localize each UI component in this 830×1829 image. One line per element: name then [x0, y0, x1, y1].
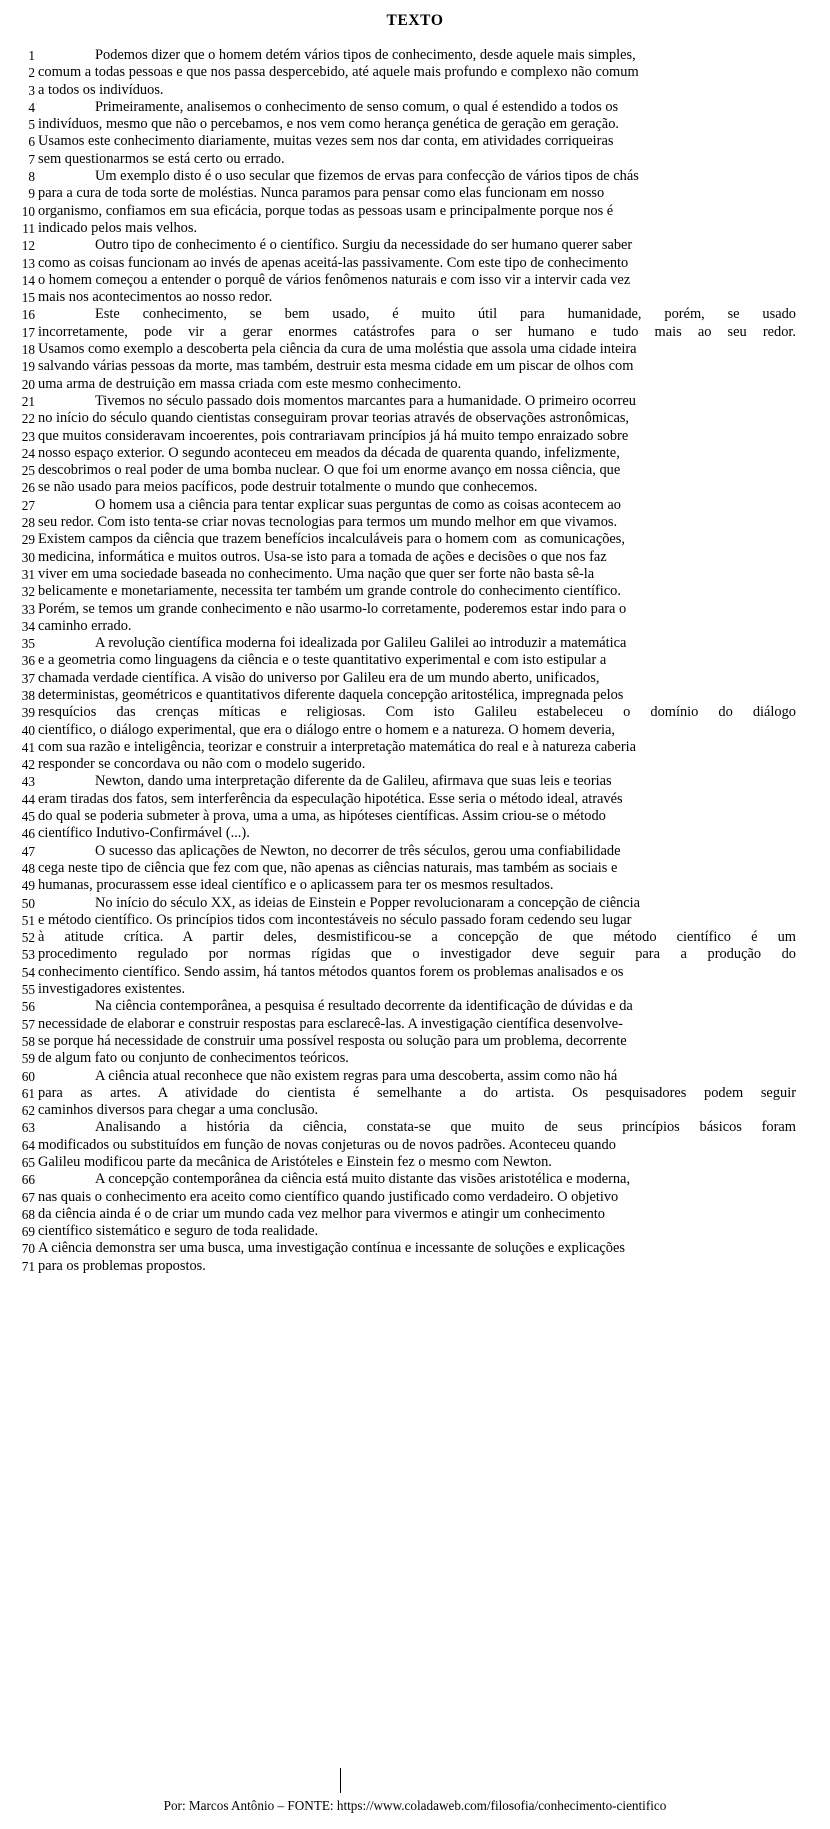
- text-line: [0, 773, 830, 790]
- text-line: [0, 393, 830, 410]
- line-number: 40: [21, 722, 35, 738]
- line-number: 29: [21, 532, 35, 548]
- line-number: 41: [21, 739, 35, 755]
- text-line: [0, 514, 830, 531]
- text-line: [0, 376, 830, 393]
- text-caret: [340, 1768, 341, 1793]
- line-text: chamada verdade científica. A visão do universo por Galileu era de um mundo aberto, unificados,: [38, 669, 600, 686]
- text-line: [0, 756, 830, 773]
- text-line: [0, 341, 830, 358]
- line-number: 27: [21, 497, 35, 513]
- text-line: [0, 445, 830, 462]
- line-text: A ciência demonstra ser uma busca, uma investigação contínua e incessante de soluções e explicações: [38, 1240, 625, 1257]
- line-text: científico Indutivo-Confirmável (...).: [38, 825, 250, 842]
- line-number: 6: [28, 134, 35, 150]
- text-line: [0, 791, 830, 808]
- line-text: de algum fato ou conjunto de conhecimentos teóricos.: [38, 1050, 349, 1067]
- line-text: viver em uma sociedade baseada no conhecimento. Uma nação que quer ser forte não basta sê-la: [38, 565, 595, 582]
- text-line: [0, 877, 830, 894]
- line-text: nas quais o conhecimento era aceito como científico quando justificado como verdadeiro. O objetivo: [38, 1188, 619, 1205]
- text-line: [0, 133, 830, 150]
- line-number: 65: [21, 1155, 35, 1170]
- line-text-content: Analisando a história da ciência, constata-se que muito de seus princípios básicos foram: [95, 1119, 796, 1136]
- line-text-content: Este conhecimento, se bem usado, é muito útil para humanidade, porém, se usado: [95, 306, 796, 323]
- line-text: modificados ou substituídos em função de novas conjeturas ou de novos padrões. Aconteceu quando: [38, 1136, 616, 1153]
- line-text: para a cura de toda sorte de moléstias. Nunca paramos para pensar como elas funcionam em nosso: [38, 185, 605, 202]
- line-number: 26: [21, 480, 35, 496]
- line-number: 69: [21, 1224, 35, 1240]
- line-text: necessidade de elaborar e construir respostas para esclarecê-las. A investigação científica desenvolve-: [38, 1015, 623, 1032]
- line-text: com sua razão e inteligência, teorizar e construir a interpretação matemática do real e à natureza caberia: [38, 738, 637, 755]
- footer-credit: Por: Marcos Antônio – FONTE: https://www.coladaweb.com/filosofia/conhecimento-cientifico: [163, 1798, 667, 1813]
- line-number: 13: [21, 255, 35, 271]
- text-line: [0, 410, 830, 427]
- line-number: 19: [21, 359, 35, 375]
- line-number: 58: [21, 1033, 35, 1049]
- text-line: [0, 739, 830, 756]
- text-line: [0, 1050, 830, 1067]
- line-text: cega neste tipo de ciência que fez com que, não apenas as ciências naturais, mas também as sociais e: [38, 859, 618, 876]
- line-text: à atitude crítica. A partir deles, desmistificou-se a concepção de que método científico é um: [38, 929, 796, 946]
- line-text: eram tiradas dos fatos, sem interferência da especulação hipotética. Esse seria o método ideal, através: [38, 790, 623, 807]
- line-text-content: Na ciência contemporânea, a pesquisa é resultado decorrente da identificação de dúvidas e da: [95, 998, 633, 1015]
- line-text-content: O sucesso das aplicações de Newton, no decorrer de três séculos, gerou uma confiabilidade: [95, 842, 621, 859]
- line-text: Porém, se temos um grande conhecimento e não usarmo-lo corretamente, poderemos estar indo para o: [38, 600, 627, 617]
- line-number: 55: [21, 982, 35, 998]
- line-number: 1: [28, 48, 35, 63]
- line-text: que muitos consideravam incoerentes, pois contrariavam princípios já há muito tempo enraizado sobre: [38, 427, 629, 444]
- line-number: 56: [21, 999, 35, 1015]
- line-text: salvando várias pessoas da morte, mas também, destruir esta mesma cidade em um piscar de olhos com: [38, 358, 634, 375]
- text-line: [0, 964, 830, 981]
- line-number: 46: [21, 826, 35, 842]
- text-line: [0, 1119, 830, 1136]
- line-text: Existem campos da ciência que trazem benefícios incalculáveis para o homem com as comunicações,: [38, 531, 625, 548]
- text-line: [0, 687, 830, 704]
- line-text: [38, 843, 796, 860]
- line-text: indivíduos, mesmo que não o percebamos, e nos vem como herança genética de geração em geração.: [38, 116, 619, 133]
- line-number: 12: [21, 238, 35, 254]
- line-number: 16: [21, 307, 35, 323]
- text-line: [0, 722, 830, 739]
- line-number: 44: [21, 791, 35, 807]
- line-text: [38, 1119, 796, 1136]
- line-text: belicamente e monetariamente, necessita ter também um grande controle do conhecimento científico.: [38, 583, 621, 600]
- text-line: [0, 203, 830, 220]
- text-line: [0, 306, 830, 323]
- line-number: 34: [21, 618, 35, 634]
- line-text: nosso espaço exterior. O segundo aconteceu em meados da década de quarenta quando, infelizmente,: [38, 444, 620, 461]
- line-text: investigadores existentes.: [38, 981, 186, 998]
- line-text: mais nos acontecimentos ao nosso redor.: [38, 289, 273, 306]
- text-line: [0, 324, 830, 341]
- line-text-content: A revolução científica moderna foi idealizada por Galileu Galilei ao introduzir a matemática: [95, 635, 627, 652]
- line-text: [38, 168, 796, 185]
- line-number: 51: [21, 912, 35, 928]
- line-text-content: Primeiramente, analisemos o conhecimento de senso comum, o qual é estendido a todos os: [95, 98, 619, 115]
- line-text: científico, o diálogo experimental, que era o diálogo entre o homem e a natureza. O homem deveria,: [38, 721, 615, 738]
- line-text-content: O homem usa a ciência para tentar explicar suas perguntas de como as coisas acontecem ao: [95, 496, 621, 513]
- line-number: 11: [22, 220, 35, 236]
- text-line: [0, 1102, 830, 1119]
- line-number: 53: [21, 947, 35, 963]
- text-line: [0, 1085, 830, 1102]
- line-text: comum a todas pessoas e que nos passa despercebido, até aquele mais profundo e complexo não comum: [38, 64, 639, 81]
- line-number: 57: [21, 1016, 35, 1032]
- line-number: 47: [21, 843, 35, 859]
- line-text: [38, 895, 796, 912]
- line-number: 63: [21, 1120, 35, 1136]
- line-number: 17: [21, 324, 35, 340]
- line-number: 37: [21, 670, 35, 686]
- line-number: 22: [21, 411, 35, 427]
- line-text: [38, 998, 796, 1015]
- text-line: [0, 912, 830, 929]
- line-number: 20: [21, 376, 35, 392]
- line-text: [38, 635, 796, 652]
- text-line: [0, 99, 830, 116]
- line-number: 2: [28, 65, 35, 81]
- line-text: indicado pelos mais velhos.: [38, 219, 198, 236]
- line-text: caminho errado.: [38, 617, 132, 634]
- line-number: 7: [28, 151, 35, 167]
- line-number: 10: [21, 203, 35, 219]
- text-line: [0, 981, 830, 998]
- text-line: [0, 843, 830, 860]
- text-line: [0, 652, 830, 669]
- line-text: e a geometria como linguagens da ciência e o teste quantitativo experimental e com isto estipular a: [38, 652, 607, 669]
- line-number: 64: [21, 1137, 35, 1153]
- line-text: se não usado para meios pacíficos, pode destruir totalmente o mundo que conhecemos.: [38, 479, 538, 496]
- line-number: 67: [21, 1189, 35, 1205]
- line-text: [38, 47, 796, 64]
- text-line: [0, 1189, 830, 1206]
- line-text-content: Newton, dando uma interpretação diferente da de Galileu, afirmava que suas leis e teorias: [95, 773, 612, 790]
- text-line: [0, 462, 830, 479]
- text-line: [0, 704, 830, 721]
- text-line: [0, 1240, 830, 1257]
- line-number: 59: [21, 1051, 35, 1067]
- text-line: [0, 64, 830, 81]
- line-text: conhecimento científico. Sendo assim, há tantos métodos quantos forem os problemas analisados e os: [38, 963, 624, 980]
- text-line: [0, 1206, 830, 1223]
- line-text-content: A concepção contemporânea da ciência está muito distante das visões aristotélica e moderna,: [95, 1171, 631, 1188]
- line-text: [38, 306, 796, 323]
- line-text: incorretamente, pode vir a gerar enormes catástrofes para o ser humano e tudo mais ao seu redor.: [38, 323, 796, 340]
- line-number: 9: [28, 186, 35, 202]
- line-number: 54: [21, 964, 35, 980]
- line-text: a todos os indivíduos.: [38, 81, 164, 98]
- line-text: caminhos diversos para chegar a uma conclusão.: [38, 1102, 319, 1119]
- line-text-content: No início do século XX, as ideias de Einstein e Popper revolucionaram a concepção de ciência: [95, 894, 641, 911]
- line-number: 28: [21, 515, 35, 531]
- line-number: 39: [21, 705, 35, 721]
- line-text-content: A ciência atual reconhece que não existem regras para uma descoberta, assim como não há: [95, 1067, 618, 1084]
- line-number: 4: [28, 99, 35, 115]
- line-text-content: Um exemplo disto é o uso secular que fizemos de ervas para confecção de vários tipos de chás: [95, 168, 639, 185]
- text-line: [0, 860, 830, 877]
- line-number: 60: [21, 1068, 35, 1084]
- line-number: 38: [21, 687, 35, 703]
- text-line: [0, 531, 830, 548]
- line-number: 21: [21, 393, 35, 409]
- line-text: da ciência ainda é o de criar um mundo cada vez melhor para vivermos e atingir um conhecimento: [38, 1205, 605, 1222]
- line-text: procedimento regulado por normas rígidas que o investigador deve seguir para a produção do: [38, 946, 796, 963]
- line-text: como as coisas funcionam ao invés de apenas aceitá-las passivamente. Com este tipo de conhecimento: [38, 254, 629, 271]
- text-line: [0, 82, 830, 99]
- text-line: [0, 1137, 830, 1154]
- text-line: [0, 220, 830, 237]
- text-line: [0, 255, 830, 272]
- line-number: 5: [28, 117, 35, 133]
- line-number: 18: [21, 342, 35, 358]
- line-number: 30: [21, 549, 35, 565]
- text-line: [0, 116, 830, 133]
- line-text: no início do século quando cientistas conseguiram provar teorias através de observações astronômicas,: [38, 410, 630, 427]
- line-text: Usamos como exemplo a descoberta pela ciência da cura de uma moléstia que assola uma cidade inteira: [38, 341, 637, 358]
- line-text: responder se concordava ou não com o modelo sugerido.: [38, 756, 366, 773]
- text-line: [0, 549, 830, 566]
- line-text: Galileu modificou parte da mecânica de Aristóteles e Einstein fez o mesmo com Newton.: [38, 1154, 552, 1170]
- line-text: o homem começou a entender o porquê de vários fenômenos naturais e com isso vir a intervir cada vez: [38, 271, 631, 288]
- line-number: 48: [21, 860, 35, 876]
- text-line: [0, 946, 830, 963]
- text-line: [0, 1154, 830, 1171]
- line-number: 31: [21, 566, 35, 582]
- line-text: deterministas, geométricos e quantitativos diferente daquela concepção aritostélica, impregnada pelos: [38, 686, 624, 703]
- line-text: [38, 1171, 796, 1188]
- line-number: 33: [21, 601, 35, 617]
- line-number: 25: [21, 463, 35, 479]
- text-line: [0, 635, 830, 652]
- text-line: [0, 289, 830, 306]
- line-text: [38, 393, 796, 410]
- line-number: 49: [21, 878, 35, 894]
- line-text: Usamos este conhecimento diariamente, muitas vezes sem nos dar conta, em atividades corriqueiras: [38, 133, 614, 150]
- line-text: descobrimos o real poder de uma bomba nuclear. O que foi um enorme avanço em nossa ciência, que: [38, 462, 621, 479]
- line-number: 42: [21, 757, 35, 773]
- text-line: [0, 168, 830, 185]
- line-text: resquícios das crenças míticas e religiosas. Com isto Galileu estabeleceu o domínio do diálogo: [38, 704, 796, 721]
- text-line: [0, 895, 830, 912]
- line-number: 52: [21, 930, 35, 946]
- line-text-content: Outro tipo de conhecimento é o científico. Surgiu da necessidade do ser humano querer saber: [95, 237, 633, 254]
- line-text: para os problemas propostos.: [38, 1257, 206, 1274]
- line-number: 62: [21, 1103, 35, 1119]
- line-text: [38, 773, 796, 790]
- line-text: uma arma de destruição em massa criada com este mesmo conhecimento.: [38, 375, 462, 392]
- line-number: 23: [21, 428, 35, 444]
- line-text: para as artes. A atividade do cientista é semelhante a do artista. Os pesquisadores podem seguir: [38, 1084, 796, 1101]
- line-text: [38, 99, 796, 116]
- line-text: organismo, confiamos em sua eficácia, porque todas as pessoas usam e principalmente porque nos é: [38, 202, 614, 219]
- text-line: [0, 358, 830, 375]
- line-text: científico sistemático e seguro de toda realidade.: [38, 1223, 319, 1240]
- line-number: 24: [21, 445, 35, 461]
- text-line: [0, 1171, 830, 1188]
- line-text: [38, 497, 796, 514]
- text-line: [0, 428, 830, 445]
- line-text: seu redor. Com isto tenta-se criar novas tecnologias para termos um mundo melhor em que vivamos.: [38, 514, 618, 531]
- text-line: [0, 479, 830, 496]
- text-line: [0, 272, 830, 289]
- line-text: e método científico. Os princípios tidos com incontestáveis no século passado foram cedendo seu lugar: [38, 911, 632, 928]
- line-number: 8: [28, 169, 35, 185]
- text-line: [0, 1068, 830, 1085]
- line-number: 70: [21, 1241, 35, 1257]
- line-text: medicina, informática e muitos outros. Usa-se isto para a tomada de ações e decisões o que nos faz: [38, 548, 607, 565]
- text-line: [0, 929, 830, 946]
- text-line: [0, 237, 830, 254]
- line-number: 45: [21, 809, 35, 825]
- text-line: [0, 998, 830, 1015]
- text-line: [0, 1016, 830, 1033]
- text-line: [0, 151, 830, 168]
- text-line: [0, 825, 830, 842]
- line-text: se porque há necessidade de construir uma possível resposta ou solução para um problema, decorrente: [38, 1032, 627, 1049]
- line-number: 66: [21, 1172, 35, 1188]
- line-number: 43: [21, 774, 35, 790]
- text-line: [0, 583, 830, 600]
- line-number: 14: [21, 272, 35, 288]
- text-line: [0, 808, 830, 825]
- text-line: [0, 47, 830, 64]
- line-number: 36: [21, 653, 35, 669]
- line-number: 71: [21, 1258, 35, 1274]
- line-text: do qual se poderia submeter à prova, uma a uma, as hipóteses científicas. Assim criou-se o método: [38, 808, 606, 825]
- text-line: [0, 1033, 830, 1050]
- line-text-content: Podemos dizer que o homem detém vários tipos de conhecimento, desde aquele mais simples,: [95, 47, 636, 63]
- line-number: 15: [21, 290, 35, 306]
- text-line: [0, 566, 830, 583]
- line-number: 3: [28, 82, 35, 98]
- text-line: [0, 497, 830, 514]
- line-text: humanas, procurassem esse ideal científico e o aplicassem para ter os mesmos resultados.: [38, 877, 554, 894]
- line-text-content: Tivemos no século passado dois momentos marcantes para a humanidade. O primeiro ocorreu: [95, 392, 636, 409]
- text-line: [0, 670, 830, 687]
- line-number: 61: [21, 1085, 35, 1101]
- text-line: [0, 1223, 830, 1240]
- line-number: 35: [21, 636, 35, 652]
- line-text: [38, 237, 796, 254]
- line-number: 32: [21, 584, 35, 600]
- text-body: [0, 47, 830, 1275]
- page-title: TEXTO: [386, 12, 444, 30]
- text-line: [0, 618, 830, 635]
- text-line: [0, 1258, 830, 1275]
- text-line: [0, 601, 830, 618]
- line-number: 68: [21, 1206, 35, 1222]
- text-line: [0, 185, 830, 202]
- line-text: [38, 1068, 796, 1085]
- line-number: 50: [21, 895, 35, 911]
- line-text: sem questionarmos se está certo ou errado.: [38, 150, 285, 167]
